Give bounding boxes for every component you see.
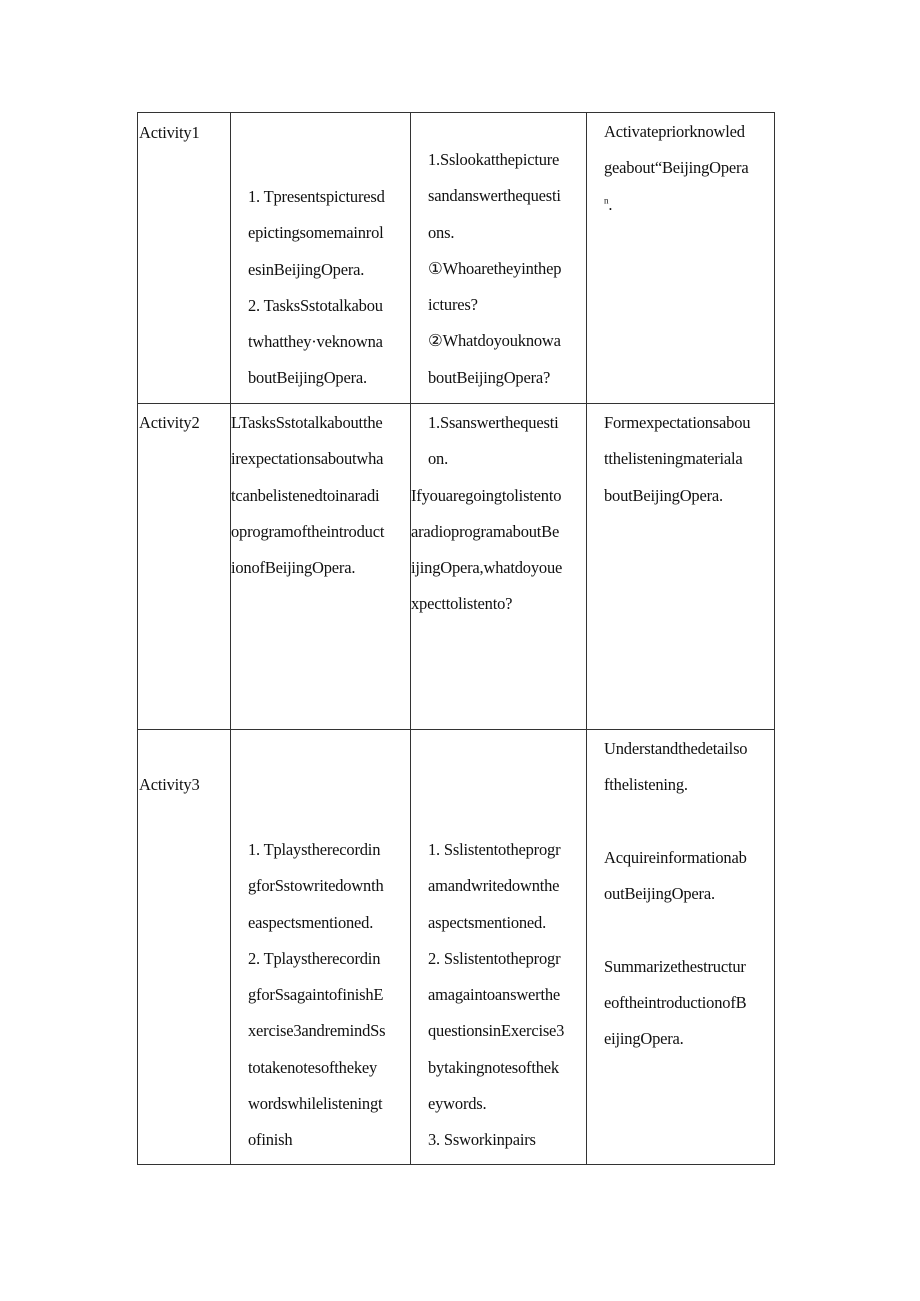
purpose-cell: Formexpectationsabou tthelisteningmateriala boutBeijingOpera. — [604, 413, 751, 505]
purpose-cell: Understandthedetailso fthelistening. Acquireinformationab outBeijingOpera. Summarizethestructur eoftheintroductionofB eijingOpera. — [604, 739, 748, 1049]
column-divider — [586, 113, 587, 1164]
column-divider — [410, 113, 411, 1164]
teacher-activity-cell: 1. Tplaystherecordin gforSstowritedownth easpectsmentioned. 2. Tplaystherecordin gforSsagaintofinishE xercise3andremindSs totakenotesofthekey wordswhilelisteningt ofinish — [248, 840, 386, 1150]
activity-label: Activity2 — [139, 413, 200, 432]
lesson-plan-table — [137, 112, 775, 1165]
teacher-activity-cell: LTasksSstotalkaboutthe irexpectationsaboutwha tcanbelistenedtoinaradi oprogramoftheintroduct ionofBeijingOpera. — [231, 413, 385, 578]
activity-label: Activity1 — [139, 123, 200, 142]
activity-label: Activity3 — [139, 775, 200, 794]
row-divider — [138, 403, 774, 404]
student-activity-cell: 1. Sslistentotheprogr amandwritedownthe aspectsmentioned. 2. Sslistentotheprogr amagaintoanswerthe questionsinExercise3 bytakingnotesofthek eywords. 3. Ssworkinpairs — [428, 840, 565, 1150]
teacher-activity-cell: 1. Tpresentspicturesd epictingsomemainrol esinBeijingOpera. 2. TasksSstotalkabou twhatthey·veknowna boutBeijingOpera. — [248, 187, 385, 388]
purpose-cell: Activatepriorknowled geabout“BeijingOpera $^n$. — [604, 122, 749, 214]
row-divider — [138, 729, 774, 730]
student-activity-cell: 1.Sslookatthepicture sandanswerthequesti ons. ①Whoaretheyinthep ictures? ②Whatdoyouknowa boutBeijingOpera? — [428, 150, 562, 387]
column-divider — [230, 113, 231, 1164]
student-activity-cell: 1.Ssanswerthequesti on. Ifyouaregoingtolistento aradioprogramaboutBe ijingOpera,whatdoyoue xpecttolistento? — [411, 413, 563, 614]
